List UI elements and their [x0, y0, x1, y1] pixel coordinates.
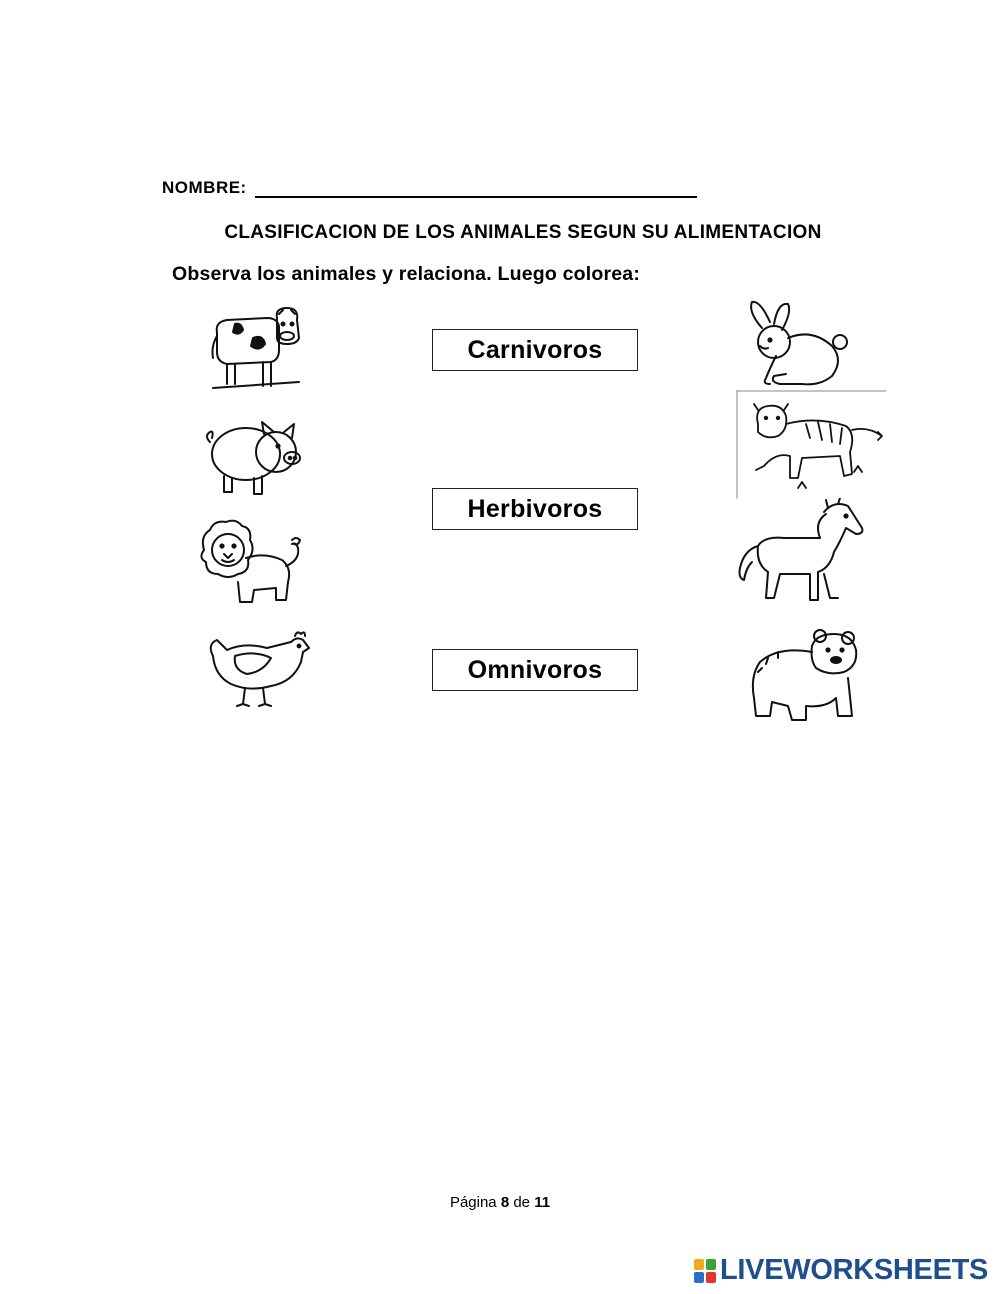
name-label: NOMBRE:	[162, 178, 247, 197]
brand-name: LIVEWORKSHEETS	[720, 1254, 989, 1286]
name-field-row	[162, 178, 697, 198]
horse-icon[interactable]	[734, 498, 870, 606]
category-omnivoros[interactable]: Omnivoros	[432, 649, 638, 691]
logo-grid-icon	[694, 1259, 716, 1283]
page-word: Página	[449, 1194, 497, 1211]
worksheet-instructions: Observa los animales y relaciona. Luego colorea:	[172, 263, 641, 285]
page-number	[0, 1194, 1000, 1211]
pig-icon[interactable]	[202, 410, 306, 498]
liveworksheets-logo[interactable]	[694, 1254, 988, 1287]
bear-icon[interactable]	[748, 628, 864, 724]
of-word: de	[513, 1194, 531, 1211]
name-input-line[interactable]	[255, 180, 697, 198]
cow-icon[interactable]	[205, 302, 305, 390]
lion-icon[interactable]	[196, 516, 308, 608]
current-page: 8	[500, 1194, 510, 1211]
tiger-icon[interactable]	[736, 390, 888, 500]
category-herbivoros[interactable]: Herbivoros	[432, 488, 638, 530]
total-pages: 11	[534, 1194, 551, 1211]
hen-icon[interactable]	[205, 630, 315, 710]
category-carnivoros[interactable]: Carnivoros	[432, 329, 638, 371]
rabbit-icon[interactable]	[740, 298, 852, 390]
worksheet-title: CLASIFICACION DE LOS ANIMALES SEGUN SU ALIMENTACION	[224, 222, 822, 243]
